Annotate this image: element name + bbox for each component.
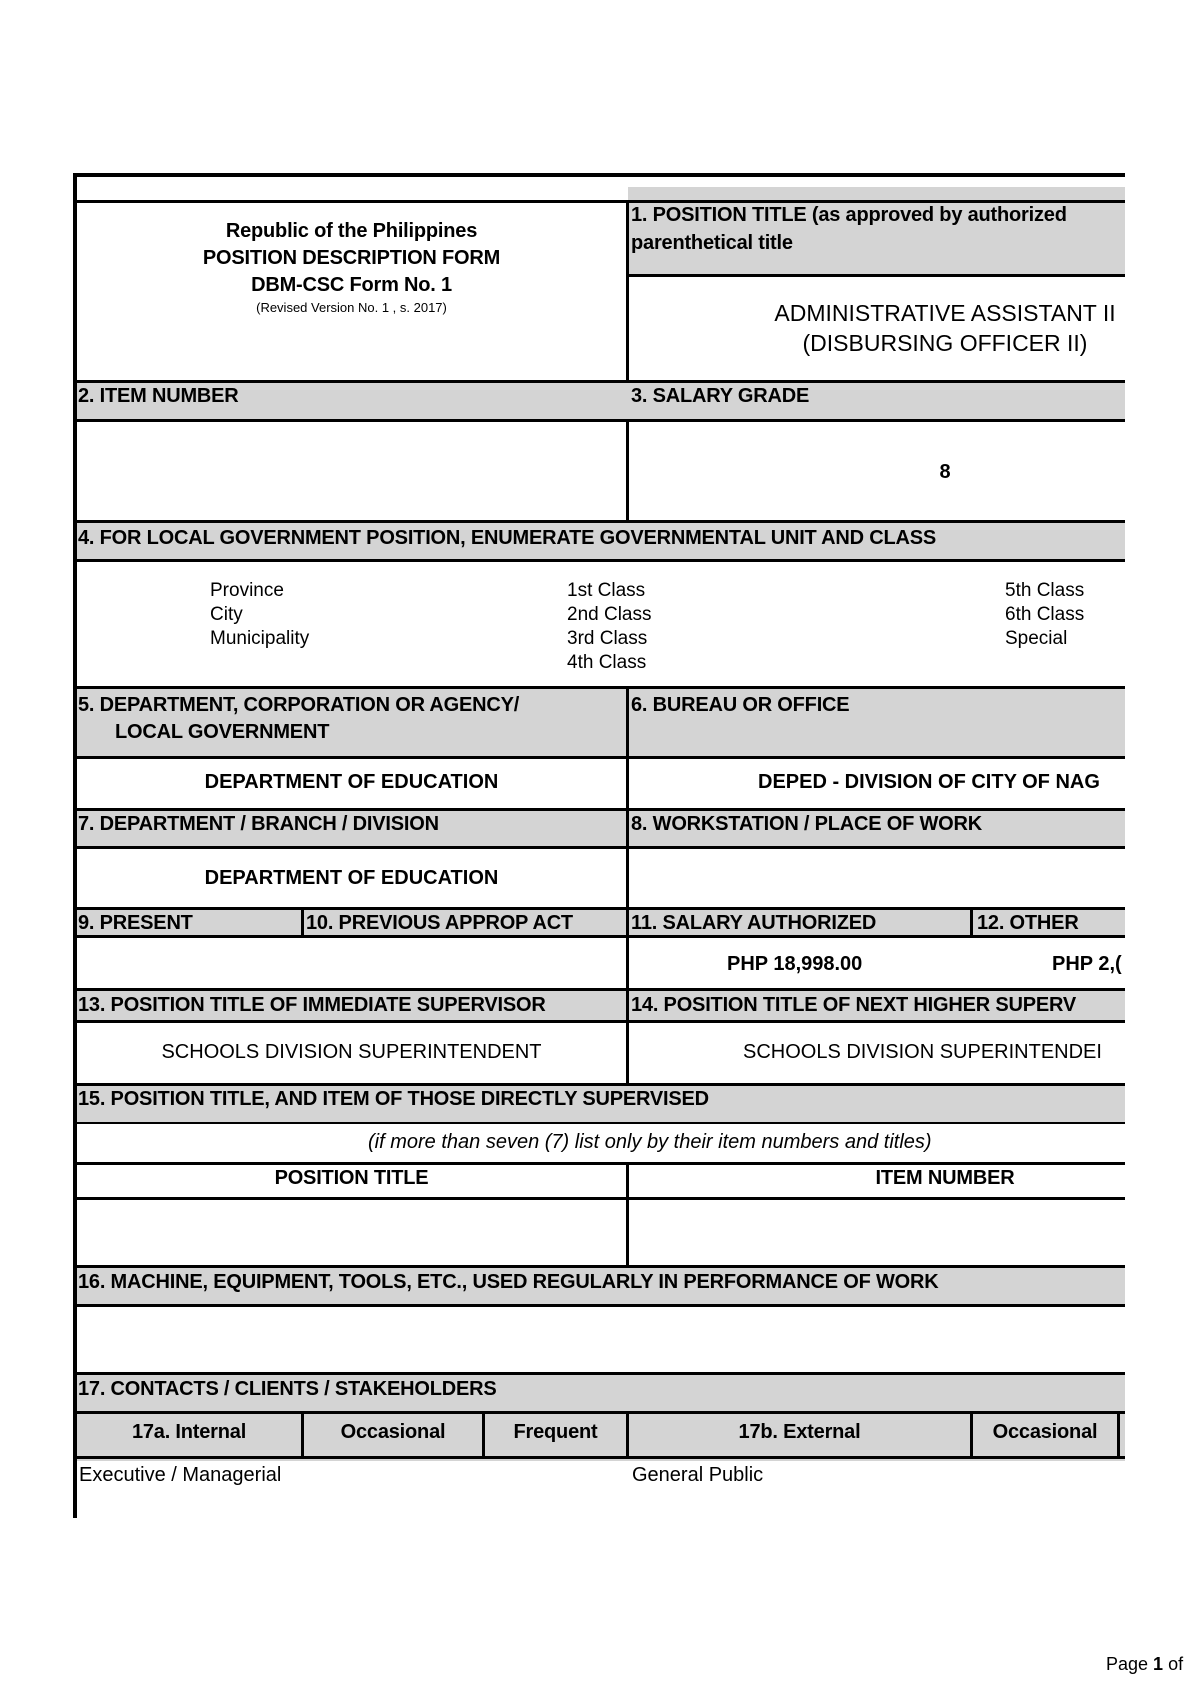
salary-authorized-label: 11. SALARY AUTHORIZED (631, 912, 877, 934)
previous-approp-label: 10. PREVIOUS APPROP ACT (306, 912, 573, 934)
item-number-label: 2. ITEM NUMBER (78, 385, 239, 407)
position-title-label: 1. POSITION TITLE (as approved by authorized (631, 204, 1067, 226)
unit-city: City (210, 604, 243, 625)
department-label-cont: LOCAL GOVERNMENT (115, 721, 330, 743)
class-1st: 1st Class (567, 580, 646, 601)
branch-value: DEPARTMENT OF EDUCATION (204, 867, 499, 889)
class-2nd: 2nd Class (567, 604, 652, 625)
unit-province: Province (210, 580, 284, 601)
bureau-value: DEPED - DIVISION OF CITY OF NAG (758, 771, 1100, 793)
next-higher-supervisor-value: SCHOOLS DIVISION SUPERINTENDEI (743, 1041, 1102, 1063)
contacts-label: 17. CONTACTS / CLIENTS / STAKEHOLDERS (78, 1378, 497, 1400)
header-republic: Republic of the Philippines (225, 220, 478, 242)
external-contact-general-public: General Public (632, 1464, 764, 1486)
class-6th: 6th Class (1005, 604, 1085, 625)
position-title-label-cont: parenthetical title (631, 232, 793, 254)
class-special: Special (1005, 628, 1068, 649)
immediate-supervisor-value: SCHOOLS DIVISION SUPERINTENDENT (161, 1041, 542, 1063)
internal-occasional-header: Occasional (340, 1421, 446, 1443)
parenthetical-title-value: (DISBURSING OFFICER II) (802, 330, 1088, 356)
department-value: DEPARTMENT OF EDUCATION (204, 771, 499, 793)
directly-supervised-label: 15. POSITION TITLE, AND ITEM OF THOSE DIRECTLY SUPERVISED (78, 1088, 709, 1110)
bureau-label: 6. BUREAU OR OFFICE (631, 694, 850, 716)
unit-municipality: Municipality (210, 628, 310, 649)
item-number-column-header: ITEM NUMBER (875, 1167, 1015, 1189)
immediate-supervisor-label: 13. POSITION TITLE OF IMMEDIATE SUPERVISOR (78, 994, 546, 1016)
workstation-label: 8. WORKSTATION / PLACE OF WORK (631, 813, 983, 835)
page-prefix: Page (1106, 1654, 1154, 1674)
salary-authorized-value: PHP 18,998.00 (727, 953, 863, 975)
position-title-value: ADMINISTRATIVE ASSISTANT II (774, 300, 1116, 326)
directly-supervised-note: (if more than seven (7) list only by their item numbers and titles) (368, 1131, 932, 1153)
header-form-name: POSITION DESCRIPTION FORM (202, 247, 501, 269)
internal-contact-executive: Executive / Managerial (79, 1464, 282, 1486)
header-form-number: DBM-CSC Form No. 1 (251, 274, 452, 296)
class-4th: 4th Class (567, 652, 647, 673)
machine-equipment-label: 16. MACHINE, EQUIPMENT, TOOLS, ETC., USED REGULARLY IN PERFORMANCE OF WORK (78, 1271, 939, 1293)
branch-label: 7. DEPARTMENT / BRANCH / DIVISION (78, 813, 439, 835)
page-current: 1 (1153, 1654, 1164, 1674)
local-gov-label: 4. FOR LOCAL GOVERNMENT POSITION, ENUMERATE GOVERNMENTAL UNIT AND CLASS (78, 527, 937, 549)
other-value: PHP 2,( (1052, 953, 1122, 975)
salary-grade-value: 8 (939, 461, 951, 483)
page-suffix: of (1163, 1654, 1184, 1674)
present-label: 9. PRESENT (78, 912, 193, 934)
position-title-column-header: POSITION TITLE (274, 1167, 429, 1189)
internal-column-header: 17a. Internal (131, 1421, 247, 1443)
class-3rd: 3rd Class (567, 628, 648, 649)
class-5th: 5th Class (1005, 580, 1085, 601)
other-label: 12. OTHER (977, 912, 1079, 934)
department-label: 5. DEPARTMENT, CORPORATION OR AGENCY/ (78, 694, 520, 716)
next-higher-supervisor-label: 14. POSITION TITLE OF NEXT HIGHER SUPERV (631, 994, 1077, 1016)
page-number (1106, 1654, 1183, 1675)
header-revision: (Revised Version No. 1 , s. 2017) (256, 300, 447, 315)
internal-frequent-header: Frequent (513, 1421, 598, 1443)
external-occasional-header: Occasional (992, 1421, 1098, 1443)
external-column-header: 17b. External (738, 1421, 861, 1443)
salary-grade-label: 3. SALARY GRADE (631, 385, 810, 407)
